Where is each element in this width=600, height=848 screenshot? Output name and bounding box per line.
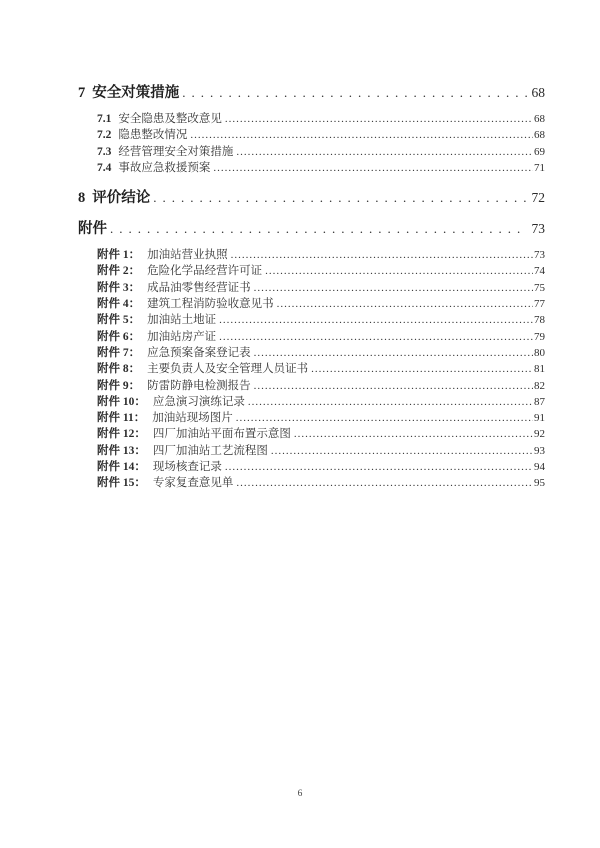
toc-entry-number: 附件 12： <box>97 428 146 441</box>
page-footer <box>0 783 600 801</box>
toc-entry-row <box>97 160 545 176</box>
dot-leader <box>110 220 527 238</box>
dot-leader <box>294 426 533 442</box>
toc-entry-title: 应急预案备案登记表 <box>147 346 251 359</box>
toc-section-row <box>78 189 545 207</box>
toc-entry-row <box>97 443 545 459</box>
toc-entry-page: 69 <box>534 145 545 158</box>
dot-leader <box>248 394 533 410</box>
toc-entry-page: 81 <box>534 363 545 376</box>
toc-entry-title: 事故应急救援预案 <box>118 161 211 174</box>
dot-leader <box>265 263 533 279</box>
toc-entry-page: 68 <box>534 113 545 125</box>
toc-entry-row <box>97 247 545 263</box>
toc-entry-number: 7 <box>78 85 86 101</box>
toc-entry-title: 四厂加油站工艺流程图 <box>152 444 268 457</box>
toc-entry-number: 8 <box>78 190 86 207</box>
toc-entry-title: 加油站现场图片 <box>152 412 233 425</box>
toc-entry-title: 现场核查记录 <box>152 461 222 474</box>
toc-entry-row <box>97 475 545 491</box>
toc-entry-row <box>97 426 545 442</box>
toc-entry-page: 71 <box>534 161 545 174</box>
toc-entry-page: 92 <box>534 428 545 441</box>
toc-entry-row <box>97 378 545 394</box>
dot-leader <box>254 280 533 296</box>
toc-entry-row <box>97 312 545 328</box>
toc-entry-row <box>97 410 545 426</box>
toc-entry-page: 91 <box>534 412 545 425</box>
toc-entry-title: 评价结论 <box>92 190 151 207</box>
toc-entry-number: 附件 6： <box>97 330 141 343</box>
dot-leader <box>236 410 533 426</box>
toc-entry-page: 68 <box>531 85 545 100</box>
toc-entry-row <box>97 361 545 377</box>
toc-entry-row <box>97 280 545 296</box>
toc-entry-page: 77 <box>534 298 545 311</box>
dot-leader <box>311 361 533 377</box>
toc-entry-page: 82 <box>534 379 545 392</box>
toc-entry-number: 附件 1： <box>97 249 141 262</box>
dot-leader <box>190 127 533 143</box>
toc-entry-row <box>97 459 545 475</box>
toc-entry-title: 附件 <box>78 221 107 238</box>
toc-entry-title: 应急演习演练记录 <box>152 395 245 408</box>
dot-leader <box>254 345 533 361</box>
toc-entry-page: 73 <box>534 249 545 262</box>
toc-entry-page: 80 <box>534 346 545 359</box>
page-number: 6 <box>297 789 303 799</box>
toc-entry-page: 94 <box>534 461 545 474</box>
toc-entry-number: 7.1 <box>97 113 112 125</box>
dot-leader <box>271 443 533 459</box>
toc-entry-number: 附件 9： <box>97 379 141 392</box>
toc-entry-title: 加油站房产证 <box>147 330 217 343</box>
dot-leader <box>182 84 526 102</box>
toc-entry-title: 建筑工程消防验收意见书 <box>147 298 274 311</box>
toc-entry-row <box>97 144 545 160</box>
dot-leader <box>236 144 533 160</box>
toc-entry-row <box>97 263 545 279</box>
toc-entry-row <box>97 329 545 345</box>
toc-entry-title: 经营管理安全对策措施 <box>118 145 234 158</box>
toc-entry-title: 加油站土地证 <box>147 314 217 327</box>
toc-entry-page: 87 <box>534 395 545 408</box>
toc-entry-page: 68 <box>534 129 545 142</box>
toc-entry-title: 成品油零售经营证书 <box>147 281 251 294</box>
toc-entry-row <box>97 127 545 143</box>
toc-entry-number: 附件 14： <box>97 461 146 474</box>
toc-entry-page: 72 <box>531 190 545 206</box>
toc-entry-page: 78 <box>534 314 545 327</box>
dot-leader <box>254 378 533 394</box>
dot-leader <box>236 475 533 491</box>
toc-entry-title: 危险化学品经营许可证 <box>147 265 263 278</box>
toc-entry-row <box>97 296 545 312</box>
toc-entry-number: 附件 7： <box>97 346 141 359</box>
toc-entry-number: 附件 4： <box>97 298 141 311</box>
toc-section-row <box>78 220 545 238</box>
dot-leader <box>231 247 533 263</box>
toc-entry-number: 附件 2： <box>97 265 141 278</box>
toc-entry-number: 附件 13： <box>97 444 146 457</box>
dot-leader <box>153 189 526 207</box>
dot-leader <box>219 312 533 328</box>
toc-entry-row <box>97 345 545 361</box>
toc-entry-title: 隐患整改情况 <box>118 129 188 142</box>
toc-entry-title: 主要负责人及安全管理人员证书 <box>147 363 309 376</box>
toc-entry-page: 75 <box>534 281 545 294</box>
toc-entry-title: 防雷防静电检测报告 <box>147 379 251 392</box>
dot-leader <box>277 296 533 312</box>
toc-entry-number: 附件 10： <box>97 395 146 408</box>
toc-section-row <box>78 84 545 102</box>
toc-entry-number: 附件 11： <box>97 412 146 425</box>
toc-entry-row <box>97 111 545 127</box>
toc-entry-page: 74 <box>534 265 545 278</box>
toc-entry-title: 四厂加油站平面布置示意图 <box>152 428 291 441</box>
dot-leader <box>225 459 533 475</box>
toc-entry-row <box>97 394 545 410</box>
toc-entry-page: 95 <box>534 477 545 490</box>
toc-entry-number: 7.2 <box>97 129 112 142</box>
dot-leader <box>213 160 533 176</box>
toc-entry-page: 93 <box>534 444 545 457</box>
toc-entry-number: 附件 3： <box>97 281 141 294</box>
toc-entry-number: 附件 8： <box>97 363 141 376</box>
toc-entry-title: 安全隐患及整改意见 <box>118 113 222 125</box>
toc-entry-title: 安全对策措施 <box>92 85 180 101</box>
toc-entry-number: 7.4 <box>97 161 112 174</box>
toc-entry-title: 加油站营业执照 <box>147 249 228 262</box>
toc-entry-number: 附件 15： <box>97 477 146 490</box>
toc-entry-title: 专家复查意见单 <box>152 477 234 490</box>
toc-entry-number: 附件 5： <box>97 314 141 327</box>
toc-entry-page: 73 <box>531 221 545 237</box>
dot-leader <box>219 329 533 345</box>
table-of-contents <box>78 84 545 492</box>
toc-entry-page: 79 <box>534 330 545 343</box>
dot-leader <box>225 111 533 127</box>
toc-entry-number: 7.3 <box>97 145 112 158</box>
